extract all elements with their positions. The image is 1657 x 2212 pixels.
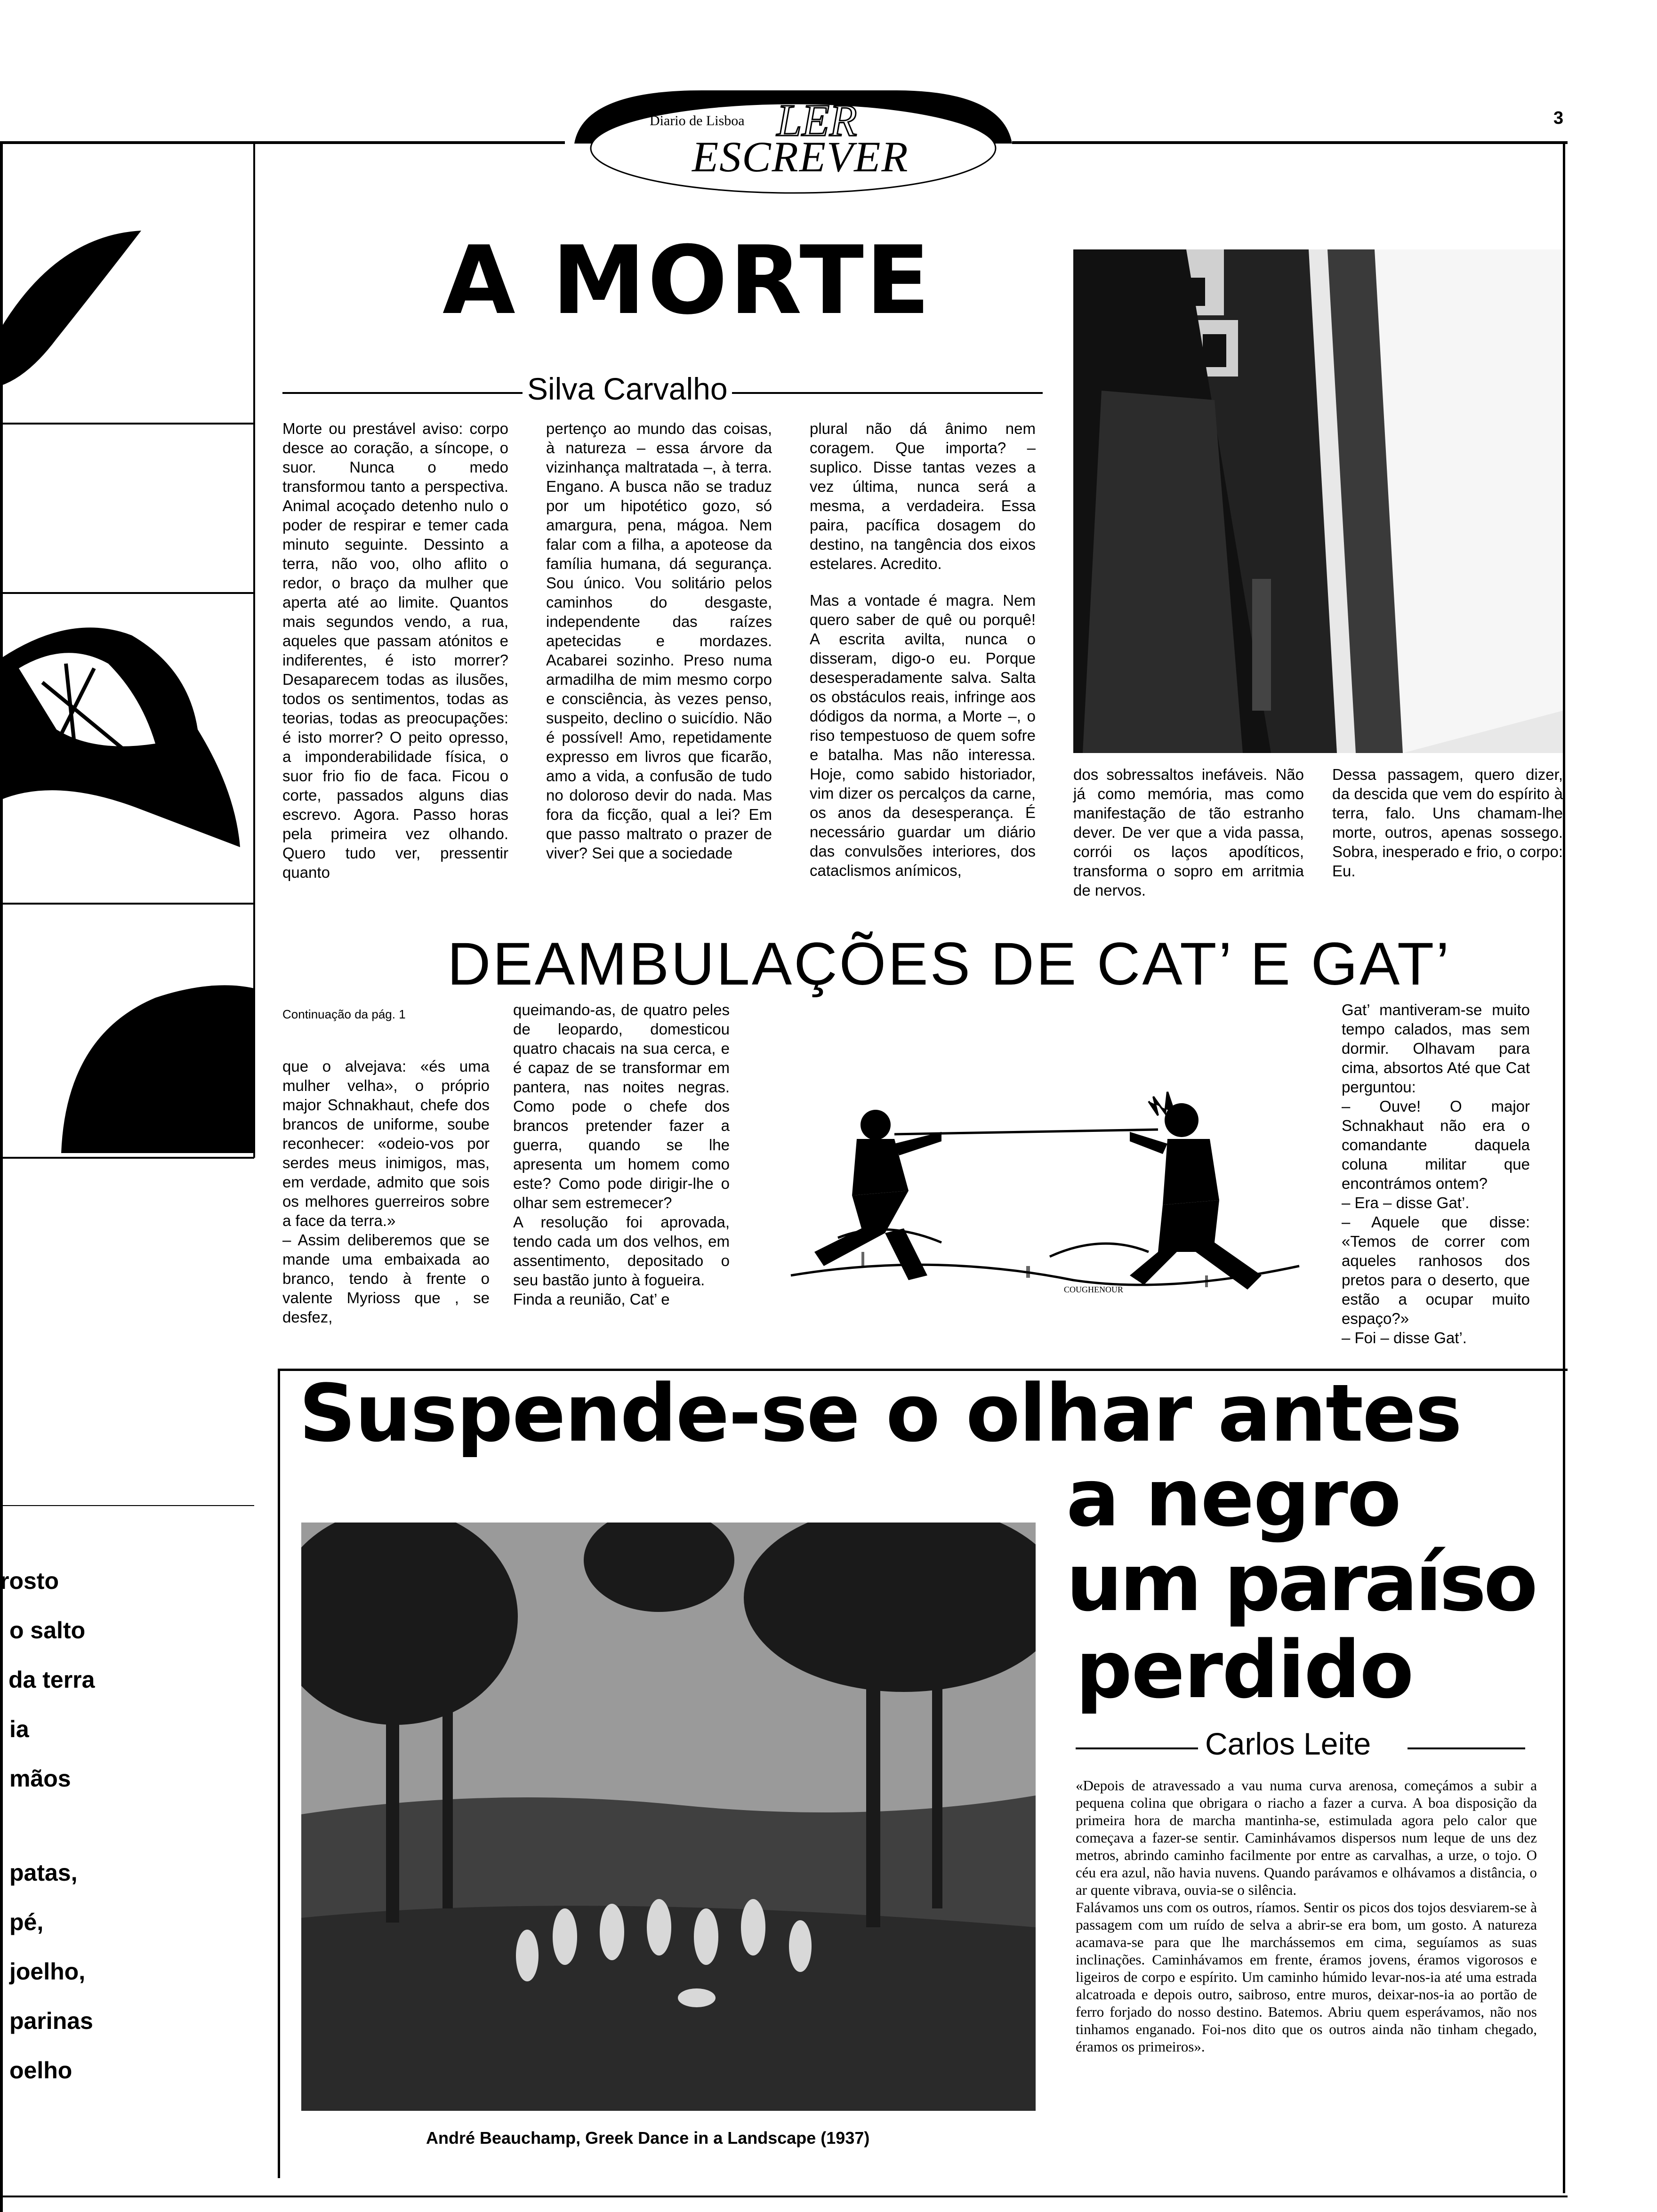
masthead-escrever: ESCREVER (692, 133, 909, 181)
painting-caption: André Beauchamp, Greek Dance in a Landscape (1937) (426, 2128, 870, 2148)
fragment-6: patas, (9, 1859, 78, 1886)
article3-body: «Depois de atravessado a vau numa curva arenosa, começámos a subir a pequena colina que obrigara o riacho a fazer a curva. A boa disposição da primeira hora de marcha mantinha-se, estimulada agora pelo calor que começava a fazer-se sentir. Caminhávamos dispersos num leque de uns dez metros, abrindo caminho facilmente por entre as carvalhas, a urze, o tojo. O céu era azul, não havia nuvens. Quando parávamos e olhávamos a distância, o ar quente vibrava, ouvia-se o silência. Falávamos uns com os outros, ríamos. Sentir os picos dos tojos desviarem-se à passagem com um ruído de selva a abrir-se era bom, um gosto. A natureza acamava-se para que lhe marchássemos em cima, seguíamos as suas inclinações. Caminhávamos em frente, éramos jovens, éramos vigorosos e ligeiros de corpo e espírito. Um caminho húmido levar-nos-ia até uma estrada alcatroada e depois outro, saibroso, entre muros, deixar-nos-ia ao portão de ferro forjado do nosso destino. Batemos. Abriu quem esperávamos, não nos tinhamos enganado. Foi-nos dito que os outros ainda não tinham chegado, éramos os primeiros». (1076, 1777, 1537, 2055)
article2-column-1: que o alvejava: «és uma mulher velha», o próprio major Schnakhaut, chefe dos brancos de uniforme, soube reconhecer: «odeio-vos por serdes meus inimigos, mas, em verdade, admito que sois os melhores guerreiros sobre a face da terra.» – Assim deliberemos que se mande uma embaixada ao branco, tendo à frente o valente Myrioss que , se desfez, (282, 1058, 490, 1326)
header-rule-right (1012, 141, 1568, 144)
article1-column-3a: plural não dá ânimo nem coragem. Que importa? – suplico. Disse tantas vezes a vez última, nunca será a mesma, a verdadeira. Essa paira, pacífica dosagem do destino, na tangência dos eixos estelares. Acredito. (810, 420, 1036, 572)
article2-column-2: queimando-as, de quatro peles de leopardo, domesticou quatro chacais na sua cerca, e é capaz de se transformar em pantera, nas noites negras. Como pode o chefe dos brancos pretender fazer a guerra, quando se lhe apresenta um homem como este? Como pode dirigir-lhe o olhar sem estremecer? A resolução foi aprovada, tendo cada um dos velhos, em assentimento, depositado o seu bastão junto à fogueira. Finda a reunião, Cat’ e (513, 1001, 730, 1308)
article1-photo-building (1073, 249, 1563, 753)
article1-column-2: pertenço ao mundo das coisas, à natureza – essa árvore da vizinhança maltratada –, à terra. Engano. A busca não se traduz por um hipotético gozo, só amargura, pena, mágoa. Nem falar com a filha, a apoteose da família humana, dá segurança. Sou único. Vou solitário pelos caminhos do desgaste, independente das raízes apetecidas e mordazes. Acabarei sozinho. Preso numa armadilha de mim mesmo corpo e consciência, às vezes penso, suspeito, declino o suicídio. Não é possível! Amo, repetidamente expresso em livros que ficarão, amo a vida, a confusão de tudo no doloroso devir do nada. Mas fora da ficção, qual a lei? Em que passo maltrato o prazer de viver? Sei que a sociedade (546, 420, 772, 862)
article3-title-line2: a negro (1066, 1452, 1400, 1544)
fragment-8: joelho, (9, 1958, 86, 1985)
article1-column-4: dos sobressaltos inefáveis. Não já como memória, mas como manifestação de tão estranho dever. De ver que a vida passa, corrói os laços apodíticos, transforma o sopro em arritmia de nervos. (1073, 766, 1304, 899)
article2-column-3: Gat’ mantiveram-se muito tempo calados, mas sem dormir. Olhavam para cima, absortos Até que Cat perguntou: – Ouve! O major Schnakhaut não era o comandante daquela coluna militar que encontrámos ontem? – Era – disse Gat’. – Aquele que disse: «Temos de correr com aqueles ranhosos dos pretos para o deserto, que estão a ocupar muito espaço?» – Foi – disse Gat’. (1342, 1001, 1530, 1346)
page-bottom-rule (0, 2196, 1568, 2197)
article3-box-left (278, 1369, 280, 2178)
byline-rule-left (282, 392, 523, 394)
masthead-ler: LER (777, 95, 857, 145)
fragment-1: rosto (0, 1568, 59, 1594)
byline-rule-right (732, 392, 1043, 394)
fragment-4: ia (9, 1716, 29, 1742)
fragment-7: pé, (9, 1909, 44, 1935)
article1-column-1: Morte ou prestável aviso: corpo desce ao coração, a síncope, o suor. Nunca o medo transformou tanto a perspectiva. Animal acoçado detenho nulo o poder de respirar e temer cada minuto seguinte. Dessinto a terra, não voo, olho aflito o redor, o braço da mulher que aperta até ao limite. Quantos mais segundos vendo, a rua, aqueles que passam atónitos e indiferentes, é isto morrer? Desaparecem todas as ilusões, todos os sentimentos, todas as teorias, todas as preocupações: é isto morrer? O peito opresso, a imponderabilidade física, o suor frio fio de faca. Ficou o corte, passados alguns dias escrevo. Agora. Passo horas pela primeira vez olhando. Quero tudo ver, pressentir quanto (282, 420, 508, 881)
masthead (565, 85, 1022, 198)
article-title-a-morte: A MORTE (442, 226, 932, 336)
page-right-border (1563, 141, 1565, 2193)
fragment-5: mãos (9, 1765, 71, 1792)
fragment-2: o salto (9, 1617, 86, 1643)
byline-carlos-leite: Carlos Leite (1205, 1726, 1371, 1761)
left-fragment-graphics (0, 141, 278, 1506)
masthead-publication: Diario de Lisboa (650, 113, 745, 128)
fragment-9: parinas (9, 2008, 93, 2034)
article3-title-line3: um paraíso (1066, 1537, 1535, 1629)
article2-illustration-duel (744, 1031, 1327, 1322)
article1-column-3b: Mas a vontade é magra. Nem quero saber de quê ou porquê! A escrita avilta, nunca o disseram, digo-o eu. Porque desesperadamente salva. Salta os obstáculos reais, infringe aos dódigos da norma, a Morte –, o riso tempestuoso de quem sofre e batalha. Mas não interessa. Hoje, como sabido historiador, vim dizer os percalços da carne, os anos da desesperança. É necessário guardar um diário das convulsões interiores, dos cataclismos anímicos, (810, 592, 1036, 879)
article3-title-line1: Suspende-se o olhar antes (299, 1367, 1462, 1459)
illustration-signature: COUGHENOUR (1064, 1285, 1123, 1294)
article3-title-line4: perdido (1076, 1624, 1413, 1716)
article1-column-5: Dessa passagem, quero dizer, da descida que vem do espírito à terra, falo. Uns chamam-lhe morte, outros, apenas sossego. Sobra, inesperado e frio, o corpo: Eu. (1332, 766, 1563, 880)
byline-silva-carvalho: Silva Carvalho (527, 371, 728, 406)
byline2-rule-right (1408, 1747, 1525, 1749)
fragment-3: da terra (8, 1667, 95, 1693)
article3-painting-greek-dance (301, 1523, 1036, 2111)
fragment-10: oelho (9, 2057, 72, 2084)
page-number: 3 (1553, 108, 1564, 128)
article2-continuation-note: Continuação da pág. 1 (282, 1007, 406, 1021)
byline2-rule-left (1076, 1747, 1198, 1749)
article2-title: DEAMBULAÇÕES DE CAT’ E GAT’ (447, 930, 1451, 998)
